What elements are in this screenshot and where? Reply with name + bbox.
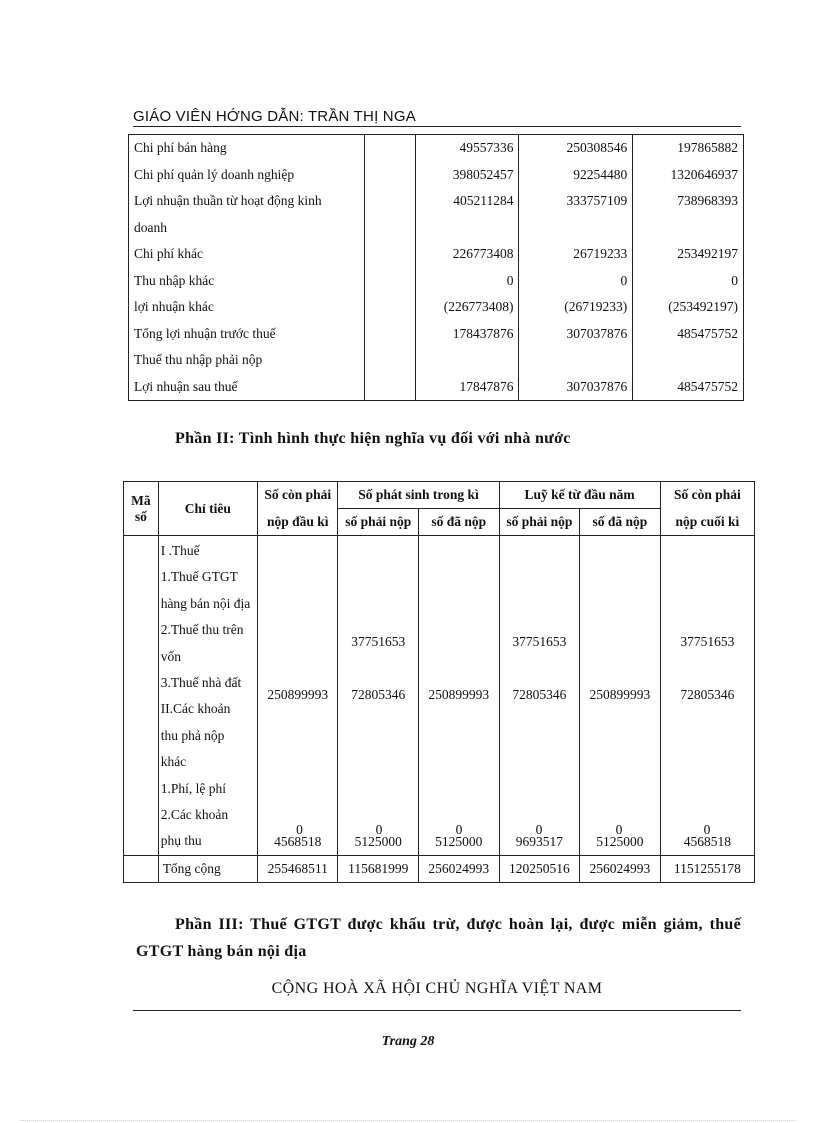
income-value-1: 178437876 — [416, 321, 519, 348]
phu-thu-dau-ki: 0 — [296, 822, 303, 837]
income-label: Chi phí quản lý doanh nghiệp — [129, 162, 365, 189]
header-con-cuoi-ki-b: nộp cuối kì — [660, 509, 754, 536]
income-value-2: 92254480 — [519, 162, 633, 189]
phi-luy-ke-phai: 9693517 — [515, 834, 563, 849]
income-value-1: 17847876 — [416, 374, 519, 401]
income-row — [129, 347, 744, 374]
chi-tieu-line: 2.Các khoản — [160, 807, 229, 823]
chi-tieu-line: 1.Thuế GTGT — [160, 569, 238, 585]
page-edge — [20, 1120, 796, 1121]
income-blank — [364, 135, 415, 162]
gtgt-luy-ke-phai: 37751653 — [512, 634, 567, 649]
income-label: Thu nhập khác — [129, 268, 365, 295]
col-luy-ke-da — [580, 536, 661, 856]
chi-tieu-line: vốn — [160, 648, 181, 664]
phi-phat-sinh-da: 5125000 — [435, 834, 483, 849]
income-value-1: (226773408) — [416, 294, 519, 321]
income-label: Tổng lợi nhuận trước thuế — [129, 321, 365, 348]
income-blank — [364, 268, 415, 295]
phu-thu-cuoi-ki: 0 — [703, 822, 711, 837]
col-phat-sinh-phai — [338, 536, 419, 856]
section-3-title: Phần III: Thuế GTGT được khấu trừ, được hoàn lại, được miễn giảm, thuế GTGT hàng bán nội địa — [136, 916, 741, 960]
income-value-3 — [633, 347, 744, 374]
von-phat-sinh-phai: 72805346 — [351, 687, 406, 702]
chi-tieu-line: thu phả nộp — [160, 727, 225, 743]
phu-thu-phat-sinh-phai: 0 — [375, 822, 383, 837]
von-phat-sinh-da: 250899993 — [428, 687, 490, 702]
header-da-nop: số đã nộp — [419, 509, 500, 536]
income-value-1 — [416, 347, 519, 374]
income-value-3: 485475752 — [633, 321, 744, 348]
total-ma-so — [124, 855, 159, 882]
header-phat-sinh: Số phát sinh trong kì — [338, 482, 499, 509]
gtgt-cuoi-ki: 37751653 — [680, 634, 735, 649]
header-phai-nop: số phải nộp — [338, 509, 419, 536]
income-blank — [364, 241, 415, 268]
header-luy-ke: Luỹ kế từ đầu năm — [499, 482, 660, 509]
chi-tieu-line: hàng bán nội địa — [160, 595, 251, 611]
income-blank — [364, 215, 415, 242]
income-row — [129, 215, 744, 242]
income-label: lợi nhuận khác — [129, 294, 365, 321]
page-header: GIÁO VIÊN HỚNG DẪN: TRẦN THỊ NGA — [133, 108, 741, 127]
total-phat-sinh-phai: 115681999 — [338, 855, 419, 882]
income-value-1: 398052457 — [416, 162, 519, 189]
col-cuoi-ki — [660, 536, 754, 856]
income-blank — [364, 188, 415, 215]
header-con-cuoi-ki-a: Số còn phải — [660, 482, 754, 509]
income-row — [129, 321, 744, 348]
income-value-2 — [519, 347, 633, 374]
von-dau-ki: 250899993 — [267, 687, 329, 702]
income-label: doanh — [129, 215, 365, 242]
chi-tieu-line: khác — [160, 754, 187, 770]
income-value-2: 26719233 — [519, 241, 633, 268]
income-row — [129, 268, 744, 295]
header-ma-so: Mã số — [124, 482, 159, 536]
phi-cuoi-ki: 4568518 — [683, 834, 731, 849]
income-value-3: 738968393 — [633, 188, 744, 215]
income-value-1: 49557336 — [416, 135, 519, 162]
total-cuoi-ki: 1151255178 — [660, 855, 754, 882]
header-da-nop-luy-ke: số đã nộp — [580, 509, 661, 536]
col-phat-sinh-da — [419, 536, 500, 856]
header-con-dau-ki-b: nộp đầu kì — [257, 509, 338, 536]
phi-phat-sinh-phai: 5125000 — [354, 834, 402, 849]
income-label: Lợi nhuận sau thuế — [129, 374, 365, 401]
header-con-dau-ki-a: Số còn phải — [257, 482, 338, 509]
income-value-3: 197865882 — [633, 135, 744, 162]
income-row — [129, 135, 744, 162]
header-chi-tieu: Chỉ tiêu — [158, 482, 257, 536]
von-cuoi-ki: 72805346 — [680, 687, 735, 702]
income-blank — [364, 294, 415, 321]
income-blank — [364, 162, 415, 189]
income-value-1 — [416, 215, 519, 242]
ma-so-cell — [124, 536, 159, 856]
total-luy-ke-phai: 120250516 — [499, 855, 580, 882]
income-value-2: (26719233) — [519, 294, 633, 321]
income-value-2 — [519, 215, 633, 242]
income-value-3: 1320646937 — [633, 162, 744, 189]
income-value-3: 485475752 — [633, 374, 744, 401]
von-luy-ke-phai: 72805346 — [512, 687, 567, 702]
total-luy-ke-da: 256024993 — [580, 855, 661, 882]
von-luy-ke-da: 250899993 — [589, 687, 651, 702]
gtgt-phat-sinh-phai: 37751653 — [351, 634, 406, 649]
income-blank — [364, 321, 415, 348]
income-value-1: 405211284 — [416, 188, 519, 215]
total-label: Tổng cộng — [158, 855, 257, 882]
header-phai-nop-luy-ke: số phải nộp — [499, 509, 580, 536]
income-row — [129, 188, 744, 215]
income-value-2: 333757109 — [519, 188, 633, 215]
income-row — [129, 241, 744, 268]
income-blank — [364, 347, 415, 374]
income-label: Chi phí khác — [129, 241, 365, 268]
income-value-2: 0 — [519, 268, 633, 295]
total-phat-sinh-da: 256024993 — [419, 855, 500, 882]
income-value-2: 250308546 — [519, 135, 633, 162]
chi-tieu-line: 1.Phí, lệ phí — [160, 780, 226, 796]
total-dau-ki: 255468511 — [257, 855, 338, 882]
income-value-3: 0 — [633, 268, 744, 295]
chi-tieu-line: phụ thu — [160, 833, 202, 849]
income-table — [128, 134, 744, 401]
income-row — [129, 294, 744, 321]
income-value-3: (253492197) — [633, 294, 744, 321]
income-row — [129, 162, 744, 189]
section-2-title: Phần II: Tình hình thực hiện nghĩa vụ đối với nhà nước — [175, 430, 571, 447]
phu-thu-luy-ke-da: 0 — [615, 822, 623, 837]
chi-tieu-line: 3.Thuế nhà đất — [160, 675, 242, 691]
chi-tieu-line: II.Các khoản — [160, 701, 231, 717]
income-label: Lợi nhuận thuần từ hoạt động kinh — [129, 188, 365, 215]
income-label: Chi phí bán hàng — [129, 135, 365, 162]
chi-tieu-cell — [158, 536, 257, 856]
income-value-3 — [633, 215, 744, 242]
income-value-2: 307037876 — [519, 374, 633, 401]
phi-dau-ki: 4568518 — [274, 834, 322, 849]
income-blank — [364, 374, 415, 401]
income-value-3: 253492197 — [633, 241, 744, 268]
chi-tieu-line: I .Thuế — [160, 543, 200, 558]
income-value-1: 226773408 — [416, 241, 519, 268]
chi-tieu-line: 2.Thuế thu trên — [160, 622, 244, 638]
page-number: Trang 28 — [381, 1034, 435, 1049]
phu-thu-phat-sinh-da: 0 — [455, 822, 463, 837]
phu-thu-luy-ke-phai: 0 — [535, 822, 543, 837]
phi-luy-ke-da: 5125000 — [596, 834, 644, 849]
income-value-2: 307037876 — [519, 321, 633, 348]
income-row — [129, 374, 744, 401]
national-motto: CỘNG HOÀ XÃ HỘI CHỦ NGHĨA VIỆT NAM — [133, 980, 741, 1011]
income-value-1: 0 — [416, 268, 519, 295]
col-dau-ki — [257, 536, 338, 856]
income-label: Thuế thu nhập phải nộp — [129, 347, 365, 374]
col-luy-ke-phai — [499, 536, 580, 856]
